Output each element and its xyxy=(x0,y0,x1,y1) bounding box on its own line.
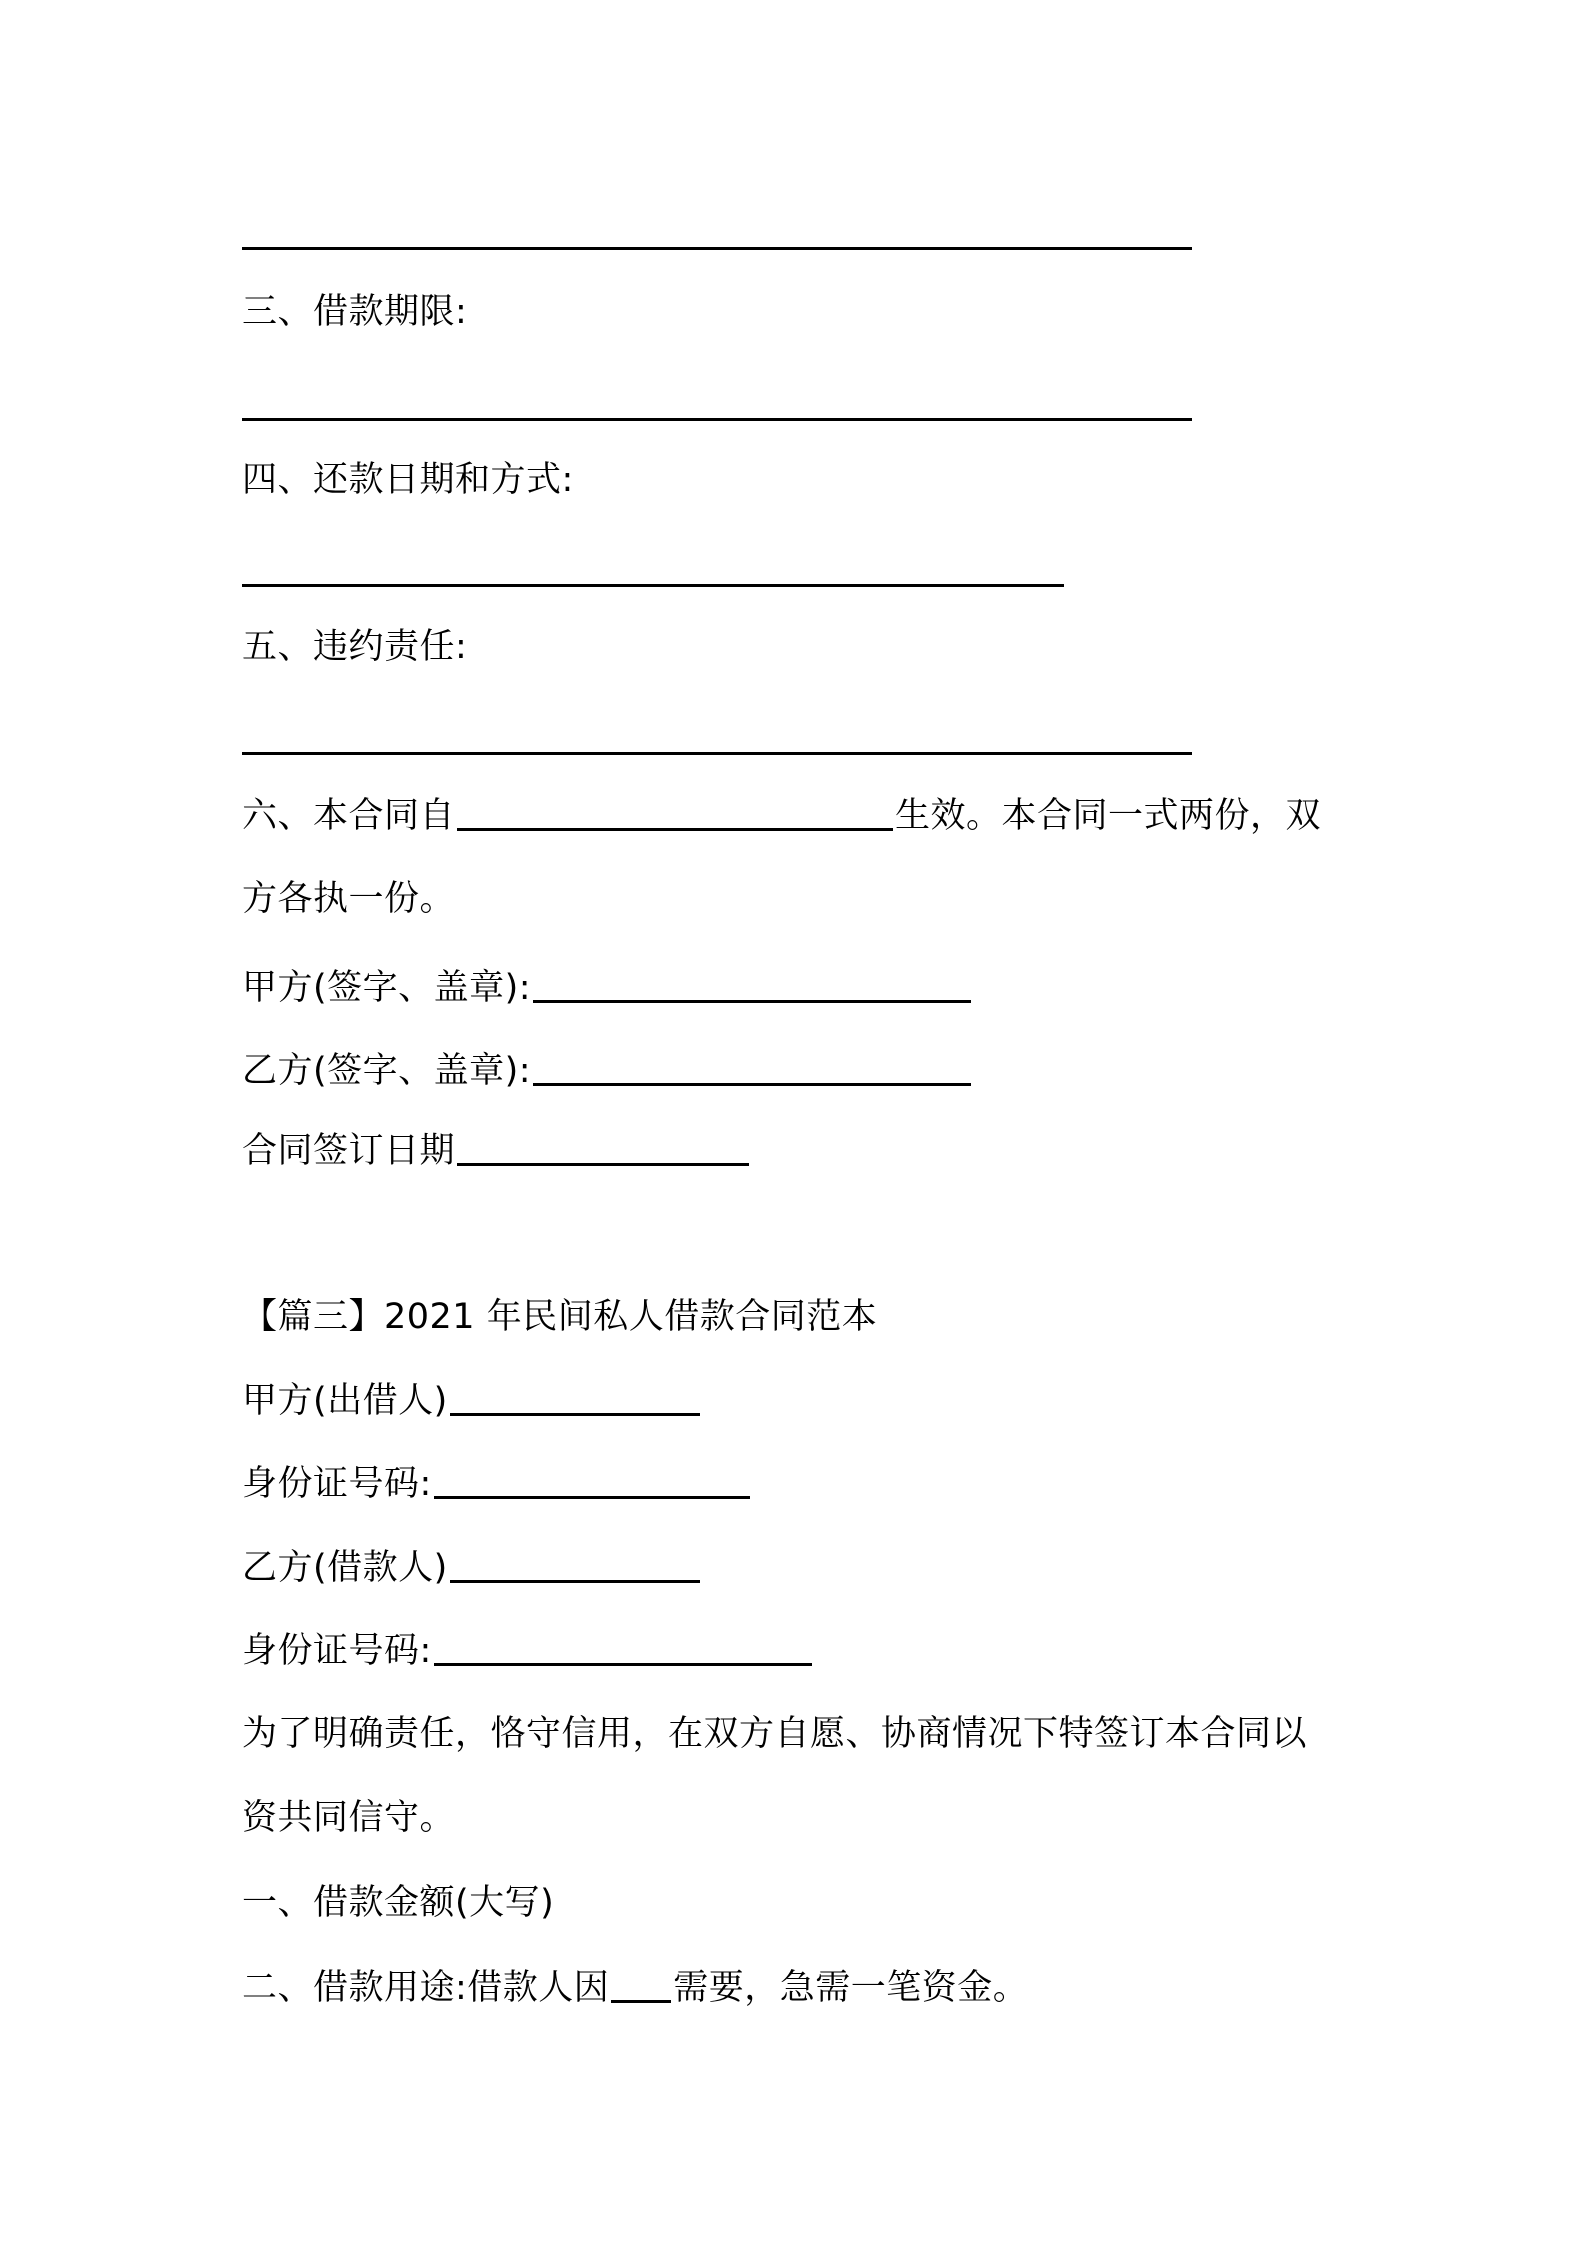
preamble: 为了明确责任，恪守信用，在双方自愿、协商情况下特签订本合同以 xyxy=(242,1714,1308,1754)
party-b-signature xyxy=(242,1045,973,1095)
lender-id-label: 身份证号码: xyxy=(242,1464,432,1504)
section-title: 【篇三】2021 年民间私人借款合同范本 xyxy=(242,1297,878,1337)
liability-heading: 五、违约责任: xyxy=(242,627,468,667)
lender-line xyxy=(242,1375,702,1425)
borrower-blank[interactable] xyxy=(450,1546,700,1583)
lender-id-blank[interactable] xyxy=(434,1462,750,1499)
amount-heading: 一、借款金额(大写) xyxy=(242,1883,555,1923)
borrower-id-blank[interactable] xyxy=(434,1629,812,1666)
sign-date xyxy=(242,1125,751,1175)
effective-suffix: 生效。本合同一式两份，双 xyxy=(895,796,1322,836)
party-a-sign-label: 甲方(签字、盖章): xyxy=(242,968,532,1008)
party-a-sign-blank[interactable] xyxy=(533,966,971,1003)
effective-prefix: 六、本合同自 xyxy=(242,796,456,836)
lender-blank[interactable] xyxy=(450,1379,700,1416)
borrower-line xyxy=(242,1542,702,1592)
effective-clause-cont: 方各执一份。 xyxy=(242,879,456,919)
sign-date-blank[interactable] xyxy=(457,1129,749,1166)
party-a-signature xyxy=(242,962,973,1012)
party-b-sign-label: 乙方(签字、盖章): xyxy=(242,1051,532,1091)
borrower-label: 乙方(借款人) xyxy=(242,1548,448,1588)
preamble-cont: 资共同信守。 xyxy=(242,1798,456,1838)
purpose-suffix: 需要，急需一笔资金。 xyxy=(673,1968,1029,2008)
effective-date-blank[interactable] xyxy=(457,794,893,831)
purpose-prefix: 二、借款用途:借款人因 xyxy=(242,1968,610,2008)
borrower-id-line xyxy=(242,1625,814,1675)
sign-date-label: 合同签订日期 xyxy=(242,1131,456,1171)
purpose-blank[interactable] xyxy=(611,1966,671,2003)
lender-label: 甲方(出借人) xyxy=(242,1381,448,1421)
purpose-line xyxy=(242,1962,1028,2012)
repayment-heading: 四、还款日期和方式: xyxy=(242,460,574,500)
blank-line[interactable] xyxy=(242,752,1192,755)
term-heading: 三、借款期限: xyxy=(242,292,468,332)
lender-id-line xyxy=(242,1458,752,1508)
effective-clause xyxy=(242,790,1321,840)
party-b-sign-blank[interactable] xyxy=(533,1049,971,1086)
borrower-id-label: 身份证号码: xyxy=(242,1631,432,1671)
blank-line[interactable] xyxy=(242,247,1192,250)
blank-line[interactable] xyxy=(242,584,1064,587)
blank-line[interactable] xyxy=(242,418,1192,421)
